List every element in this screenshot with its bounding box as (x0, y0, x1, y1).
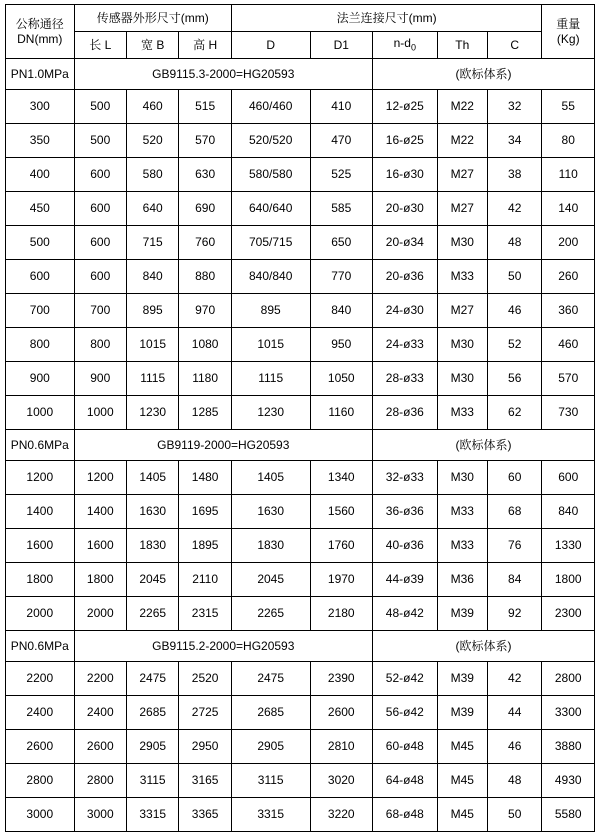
cell-width: 2905 (126, 730, 178, 764)
cell-weight: 110 (542, 158, 595, 192)
cell-width: 2045 (126, 563, 178, 597)
cell-weight: 200 (542, 226, 595, 260)
cell-weight: 140 (542, 192, 595, 226)
cell-d1: 525 (310, 158, 373, 192)
table-row (6, 764, 595, 798)
cell-dn: 3000 (6, 798, 75, 832)
cell-th: M33 (437, 396, 487, 430)
cell-n-d0: 56-ø42 (373, 696, 438, 730)
cell-height: 1480 (179, 461, 231, 495)
cell-n-d0: 28-ø36 (373, 396, 438, 430)
cell-d1: 2600 (310, 696, 373, 730)
cell-length: 1800 (74, 563, 126, 597)
cell-width: 1115 (126, 362, 178, 396)
cell-length: 1200 (74, 461, 126, 495)
cell-width: 1405 (126, 461, 178, 495)
section-header-row (6, 59, 595, 90)
section-standard: GB9115.2-2000=HG20593 (74, 631, 372, 662)
cell-length: 500 (74, 124, 126, 158)
cell-d1: 3020 (310, 764, 373, 798)
cell-length: 2000 (74, 597, 126, 631)
cell-dn: 1800 (6, 563, 75, 597)
cell-th: M45 (437, 764, 487, 798)
cell-length: 2800 (74, 764, 126, 798)
cell-dn: 400 (6, 158, 75, 192)
cell-th: M45 (437, 798, 487, 832)
cell-length: 600 (74, 192, 126, 226)
cell-n-d0: 44-ø39 (373, 563, 438, 597)
section-pressure-rating: PN0.6MPa (6, 430, 75, 461)
cell-th: M30 (437, 226, 487, 260)
cell-d1: 2180 (310, 597, 373, 631)
cell-d1: 1050 (310, 362, 373, 396)
cell-dn: 350 (6, 124, 75, 158)
cell-height: 515 (179, 90, 231, 124)
cell-weight: 1800 (542, 563, 595, 597)
cell-n-d0: 36-ø36 (373, 495, 438, 529)
cell-weight: 3880 (542, 730, 595, 764)
cell-th: M33 (437, 260, 487, 294)
cell-n-d0: 20-ø36 (373, 260, 438, 294)
cell-th: M39 (437, 696, 487, 730)
header-c: C (487, 32, 542, 59)
cell-height: 2315 (179, 597, 231, 631)
cell-n-d0: 16-ø30 (373, 158, 438, 192)
cell-d1: 3220 (310, 798, 373, 832)
table-row (6, 294, 595, 328)
cell-d: 1630 (231, 495, 310, 529)
cell-height: 880 (179, 260, 231, 294)
section-note: (欧标体系) (373, 631, 595, 662)
header-row-columns (6, 32, 595, 59)
section-pressure-rating: PN0.6MPa (6, 631, 75, 662)
cell-d1: 950 (310, 328, 373, 362)
cell-th: M36 (437, 563, 487, 597)
cell-th: M33 (437, 495, 487, 529)
cell-dn: 800 (6, 328, 75, 362)
cell-height: 630 (179, 158, 231, 192)
header-weight: 重量 (Kg) (542, 5, 595, 59)
cell-width: 715 (126, 226, 178, 260)
cell-width: 895 (126, 294, 178, 328)
cell-c: 84 (487, 563, 542, 597)
cell-length: 600 (74, 226, 126, 260)
cell-weight: 55 (542, 90, 595, 124)
cell-c: 76 (487, 529, 542, 563)
sensor-dimension-table (5, 4, 595, 832)
cell-d: 580/580 (231, 158, 310, 192)
cell-width: 840 (126, 260, 178, 294)
cell-weight: 1330 (542, 529, 595, 563)
cell-d: 1230 (231, 396, 310, 430)
cell-dn: 500 (6, 226, 75, 260)
section-header-row (6, 430, 595, 461)
cell-height: 1895 (179, 529, 231, 563)
cell-c: 62 (487, 396, 542, 430)
cell-th: M30 (437, 328, 487, 362)
cell-dn: 300 (6, 90, 75, 124)
cell-height: 570 (179, 124, 231, 158)
cell-height: 1695 (179, 495, 231, 529)
cell-th: M30 (437, 461, 487, 495)
table-row (6, 597, 595, 631)
cell-c: 44 (487, 696, 542, 730)
cell-th: M30 (437, 362, 487, 396)
cell-height: 2520 (179, 662, 231, 696)
cell-d1: 410 (310, 90, 373, 124)
cell-d: 2475 (231, 662, 310, 696)
cell-weight: 730 (542, 396, 595, 430)
cell-height: 2110 (179, 563, 231, 597)
table-row (6, 260, 595, 294)
cell-width: 2265 (126, 597, 178, 631)
cell-d: 520/520 (231, 124, 310, 158)
cell-n-d0: 24-ø33 (373, 328, 438, 362)
cell-th: M27 (437, 192, 487, 226)
cell-n-d0: 52-ø42 (373, 662, 438, 696)
cell-d1: 1760 (310, 529, 373, 563)
cell-n-d0: 28-ø33 (373, 362, 438, 396)
cell-d1: 470 (310, 124, 373, 158)
section-standard: GB9119-2000=HG20593 (74, 430, 372, 461)
cell-n-d0: 60-ø48 (373, 730, 438, 764)
cell-c: 32 (487, 90, 542, 124)
cell-c: 60 (487, 461, 542, 495)
cell-width: 2685 (126, 696, 178, 730)
cell-d1: 2810 (310, 730, 373, 764)
cell-weight: 4930 (542, 764, 595, 798)
table-row (6, 798, 595, 832)
section-pressure-rating: PN1.0MPa (6, 59, 75, 90)
header-th: Th (437, 32, 487, 59)
cell-c: 56 (487, 362, 542, 396)
header-flange-dimensions: 法兰连接尺寸(mm) (231, 5, 542, 32)
cell-n-d0: 68-ø48 (373, 798, 438, 832)
table-row (6, 396, 595, 430)
cell-width: 3315 (126, 798, 178, 832)
cell-dn: 2600 (6, 730, 75, 764)
cell-d: 1015 (231, 328, 310, 362)
cell-dn: 2400 (6, 696, 75, 730)
cell-height: 970 (179, 294, 231, 328)
cell-th: M45 (437, 730, 487, 764)
cell-c: 42 (487, 192, 542, 226)
cell-length: 1000 (74, 396, 126, 430)
cell-c: 52 (487, 328, 542, 362)
cell-c: 48 (487, 226, 542, 260)
cell-c: 38 (487, 158, 542, 192)
cell-width: 1630 (126, 495, 178, 529)
header-n-d0: $n-d_0$ (373, 32, 438, 59)
cell-d: 895 (231, 294, 310, 328)
cell-d1: 2390 (310, 662, 373, 696)
table-row (6, 495, 595, 529)
cell-width: 1830 (126, 529, 178, 563)
cell-length: 3000 (74, 798, 126, 832)
cell-length: 500 (74, 90, 126, 124)
header-sensor-dimensions: 传感器外形尺寸(mm) (74, 5, 231, 32)
cell-d1: 1160 (310, 396, 373, 430)
table-row (6, 362, 595, 396)
cell-height: 2725 (179, 696, 231, 730)
cell-th: M33 (437, 529, 487, 563)
cell-c: 50 (487, 260, 542, 294)
cell-n-d0: 48-ø42 (373, 597, 438, 631)
cell-dn: 1200 (6, 461, 75, 495)
table-row (6, 461, 595, 495)
cell-d: 3115 (231, 764, 310, 798)
cell-d: 640/640 (231, 192, 310, 226)
cell-d1: 585 (310, 192, 373, 226)
header-nominal-diameter: 公称通径 DN(mm) (6, 5, 75, 59)
cell-length: 2400 (74, 696, 126, 730)
cell-weight: 600 (542, 461, 595, 495)
cell-weight: 2300 (542, 597, 595, 631)
cell-height: 1180 (179, 362, 231, 396)
cell-weight: 5580 (542, 798, 595, 832)
table-row (6, 328, 595, 362)
cell-c: 46 (487, 294, 542, 328)
cell-n-d0: 64-ø48 (373, 764, 438, 798)
cell-dn: 450 (6, 192, 75, 226)
cell-n-d0: 40-ø36 (373, 529, 438, 563)
header-d1: D1 (310, 32, 373, 59)
cell-c: 48 (487, 764, 542, 798)
cell-d: 1830 (231, 529, 310, 563)
cell-weight: 260 (542, 260, 595, 294)
cell-height: 3365 (179, 798, 231, 832)
cell-weight: 3300 (542, 696, 595, 730)
cell-weight: 840 (542, 495, 595, 529)
cell-width: 1230 (126, 396, 178, 430)
cell-th: M39 (437, 597, 487, 631)
cell-d: 840/840 (231, 260, 310, 294)
cell-n-d0: 24-ø30 (373, 294, 438, 328)
cell-c: 46 (487, 730, 542, 764)
cell-width: 2475 (126, 662, 178, 696)
cell-c: 42 (487, 662, 542, 696)
cell-c: 34 (487, 124, 542, 158)
cell-th: M27 (437, 158, 487, 192)
cell-th: M27 (437, 294, 487, 328)
cell-dn: 2800 (6, 764, 75, 798)
cell-dn: 2000 (6, 597, 75, 631)
cell-dn: 1600 (6, 529, 75, 563)
cell-d: 2905 (231, 730, 310, 764)
table-row (6, 90, 595, 124)
table-row (6, 158, 595, 192)
cell-d1: 1560 (310, 495, 373, 529)
cell-weight: 570 (542, 362, 595, 396)
cell-weight: 2800 (542, 662, 595, 696)
cell-width: 520 (126, 124, 178, 158)
table-row (6, 662, 595, 696)
cell-width: 3115 (126, 764, 178, 798)
cell-d1: 1340 (310, 461, 373, 495)
cell-length: 800 (74, 328, 126, 362)
table-row (6, 226, 595, 260)
section-standard: GB9115.3-2000=HG20593 (74, 59, 372, 90)
header-d: D (231, 32, 310, 59)
cell-dn: 700 (6, 294, 75, 328)
cell-length: 1400 (74, 495, 126, 529)
table-row (6, 192, 595, 226)
cell-d: 2045 (231, 563, 310, 597)
cell-d: 1405 (231, 461, 310, 495)
header-row-groups (6, 5, 595, 32)
cell-th: M39 (437, 662, 487, 696)
table-row (6, 529, 595, 563)
section-note: (欧标体系) (373, 430, 595, 461)
cell-length: 2600 (74, 730, 126, 764)
header-length: 长 L (74, 32, 126, 59)
cell-d: 3315 (231, 798, 310, 832)
cell-weight: 360 (542, 294, 595, 328)
cell-d1: 1970 (310, 563, 373, 597)
section-header-row (6, 631, 595, 662)
cell-dn: 900 (6, 362, 75, 396)
cell-weight: 80 (542, 124, 595, 158)
cell-d1: 650 (310, 226, 373, 260)
cell-c: 50 (487, 798, 542, 832)
cell-n-d0: 20-ø30 (373, 192, 438, 226)
table-row (6, 696, 595, 730)
cell-n-d0: 20-ø34 (373, 226, 438, 260)
cell-dn: 1000 (6, 396, 75, 430)
cell-d: 2685 (231, 696, 310, 730)
section-note: (欧标体系) (373, 59, 595, 90)
header-height: 高 H (179, 32, 231, 59)
cell-th: M22 (437, 90, 487, 124)
cell-height: 1080 (179, 328, 231, 362)
cell-width: 640 (126, 192, 178, 226)
cell-height: 760 (179, 226, 231, 260)
cell-length: 900 (74, 362, 126, 396)
cell-width: 460 (126, 90, 178, 124)
cell-d1: 770 (310, 260, 373, 294)
cell-width: 1015 (126, 328, 178, 362)
cell-height: 1285 (179, 396, 231, 430)
cell-n-d0: 12-ø25 (373, 90, 438, 124)
table-body (6, 5, 595, 832)
cell-dn: 2200 (6, 662, 75, 696)
table-row (6, 124, 595, 158)
cell-length: 600 (74, 158, 126, 192)
cell-length: 1600 (74, 529, 126, 563)
cell-d: 1115 (231, 362, 310, 396)
cell-length: 600 (74, 260, 126, 294)
table-row (6, 730, 595, 764)
cell-dn: 600 (6, 260, 75, 294)
cell-n-d0: 32-ø33 (373, 461, 438, 495)
cell-length: 700 (74, 294, 126, 328)
cell-height: 690 (179, 192, 231, 226)
cell-width: 580 (126, 158, 178, 192)
cell-weight: 460 (542, 328, 595, 362)
header-width: 宽 B (126, 32, 178, 59)
cell-d: 460/460 (231, 90, 310, 124)
cell-c: 92 (487, 597, 542, 631)
cell-height: 2950 (179, 730, 231, 764)
cell-height: 3165 (179, 764, 231, 798)
cell-d: 705/715 (231, 226, 310, 260)
cell-d: 2265 (231, 597, 310, 631)
table-row (6, 563, 595, 597)
cell-th: M22 (437, 124, 487, 158)
cell-n-d0: 16-ø25 (373, 124, 438, 158)
cell-c: 68 (487, 495, 542, 529)
cell-d1: 840 (310, 294, 373, 328)
cell-length: 2200 (74, 662, 126, 696)
cell-dn: 1400 (6, 495, 75, 529)
